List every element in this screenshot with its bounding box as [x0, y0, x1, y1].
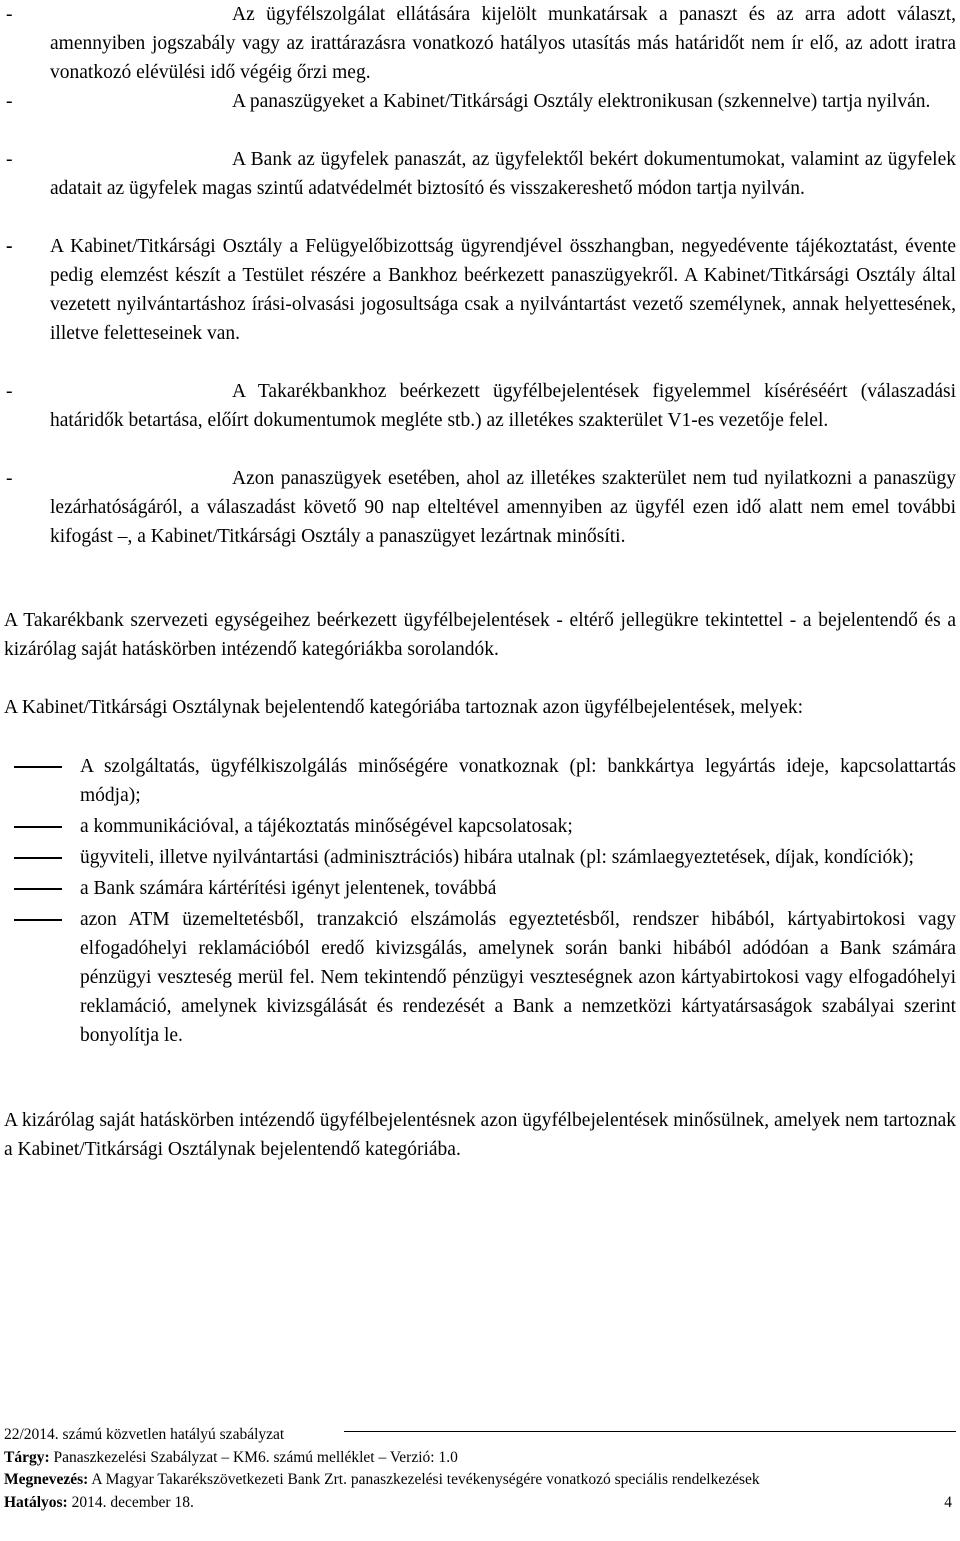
- dash-item-text: Azon panaszügyek esetében, ahol az illetékes szakterület nem tud nyilatkozni a panaszügy lezárhatóságáról, a válaszadást követő 90 nap elteltével amennyiben az ügyfél ezen idő alatt nem emel további kifogást –, a Kabinet/Titkársági Osztály a panaszügyet lezártnak minősíti.: [50, 468, 956, 547]
- dash-marker: [14, 919, 62, 921]
- list-item: ügyviteli, illetve nyilvántartási (adminisztrációs) hibára utalnak (pl: számlaegyeztetések, díjak, kondíciók);: [4, 843, 956, 872]
- list-item: A szolgáltatás, ügyfélkiszolgálás minőségére vonatkoznak (pl: bankkártya legyártás ideje, kapcsolattartás módja);: [4, 752, 956, 810]
- paragraph: A Kabinet/Titkársági Osztálynak bejelentendő kategóriába tartoznak azon ügyfélbejelentések, melyek:: [4, 697, 804, 718]
- footer-divider: [344, 1431, 956, 1432]
- dash-item: [4, 232, 956, 348]
- dash-item-text: Az ügyfélszolgálat ellátására kijelölt munkatársak a panaszt és az arra adott választ, amennyiben jogszabály vagy az irattárazásra vonatkozó hatályos utasítás más határidőt nem ír elő, az adott iratra vonatkozó elévülési idő végéig őrzi meg.: [50, 4, 956, 83]
- dash-marker: -: [6, 91, 13, 112]
- page-footer: [4, 1424, 956, 1514]
- dash-item-text: A Kabinet/Titkársági Osztály a Felügyelőbizottság ügyrendjével összhangban, negyedévente tájékoztatást, évente pedig elemzést készít a Testület részére a Bankhoz beérkezett panaszügyekről. A Kabinet/Titkársági Osztály által vezetett nyilvántartáshoz írási-olvasási jogosultsága csak a nyilvántartást vezető személynek, annak helyettesének, illetve feletteseinek van.: [50, 236, 956, 344]
- list-item: a Bank számára kártérítési igényt jelentenek, továbbá: [4, 874, 956, 903]
- footer-label: Tárgy:: [4, 1448, 50, 1466]
- dash-item-text: A Bank az ügyfelek panaszát, az ügyfelektől bekért dokumentumokat, valamint az ügyfelek adatait az ügyfelek magas szintű adatvédelmét biztosító és visszakereshető módon tartja nyilván.: [50, 149, 956, 199]
- page-number: 4: [944, 1493, 952, 1511]
- footer-designation: A Magyar Takarékszövetkezeti Bank Zrt. panaszkezelési tevékenységére vonatkozó speciális rendelkezések: [88, 1471, 760, 1488]
- dash-item: [4, 0, 956, 87]
- footer-effective-date: 2014. december 18.: [67, 1493, 194, 1511]
- dash-marker: -: [6, 468, 13, 489]
- category-list: [4, 752, 956, 1050]
- dash-item-text: A Takarékbankhoz beérkezett ügyfélbejelentések figyelemmel kíséréséért (válaszadási határidők betartása, előírt dokumentumok megléte stb.) az illetékes szakterület V1-es vezetője felel.: [50, 381, 956, 431]
- list-item: a kommunikációval, a tájékoztatás minőségével kapcsolatosak;: [4, 812, 956, 841]
- footer-label: Hatályos:: [4, 1493, 68, 1511]
- footer-regulation: 22/2014. számú közvetlen hatályú szabályzat: [4, 1426, 285, 1443]
- footer-label: Megnevezés:: [4, 1471, 89, 1488]
- dash-item-text: A panaszügyeket a Kabinet/Titkársági Osztály elektronikusan (szkennelve) tartja nyilván.: [232, 91, 931, 112]
- dash-marker: [14, 857, 62, 859]
- dash-item: [4, 87, 956, 116]
- dash-marker: -: [6, 236, 13, 257]
- dash-item: [4, 464, 956, 551]
- paragraph: A kizárólag saját hatáskörben intézendő ügyfélbejelentésnek azon ügyfélbejelentések minősülnek, amelyek nem tartoznak a Kabinet/Titkársági Osztálynak bejelentendő kategóriába.: [4, 1110, 956, 1160]
- dash-marker: -: [6, 149, 13, 170]
- dash-marker: -: [6, 381, 13, 402]
- dash-item: [4, 145, 956, 203]
- dash-marker: [14, 826, 62, 828]
- dash-marker: [14, 766, 62, 768]
- paragraph: A Takarékbank szervezeti egységeihez beérkezett ügyfélbejelentések - eltérő jellegükre tekintettel - a bejelentendő és a kizárólag saját hatáskörben intézendő kategóriákba sorolandók.: [4, 610, 956, 660]
- list-item: azon ATM üzemeltetésből, tranzakció elszámolás egyeztetésből, rendszer hibából, kártyabirtokosi vagy elfogadóhelyi reklamációból eredő kivizsgálás, amelynek során banki hibából adódóan a Bank számára pénzügyi veszteség merül fel. Nem tekintendő pénzügyi veszteségnek azon kártyabirtokosi vagy elfogadóhelyi reklamáció, amelynek kivizsgálását és rendezését a Bank a nemzetközi kártyatársaságok szabályai szerint bonyolítja le.: [4, 905, 956, 1050]
- dash-marker: [14, 888, 62, 890]
- dash-item: [4, 377, 956, 435]
- footer-subject: Panaszkezelési Szabályzat – KM6. számú melléklet – Verzió: 1.0: [49, 1448, 458, 1466]
- dash-marker: -: [6, 4, 13, 25]
